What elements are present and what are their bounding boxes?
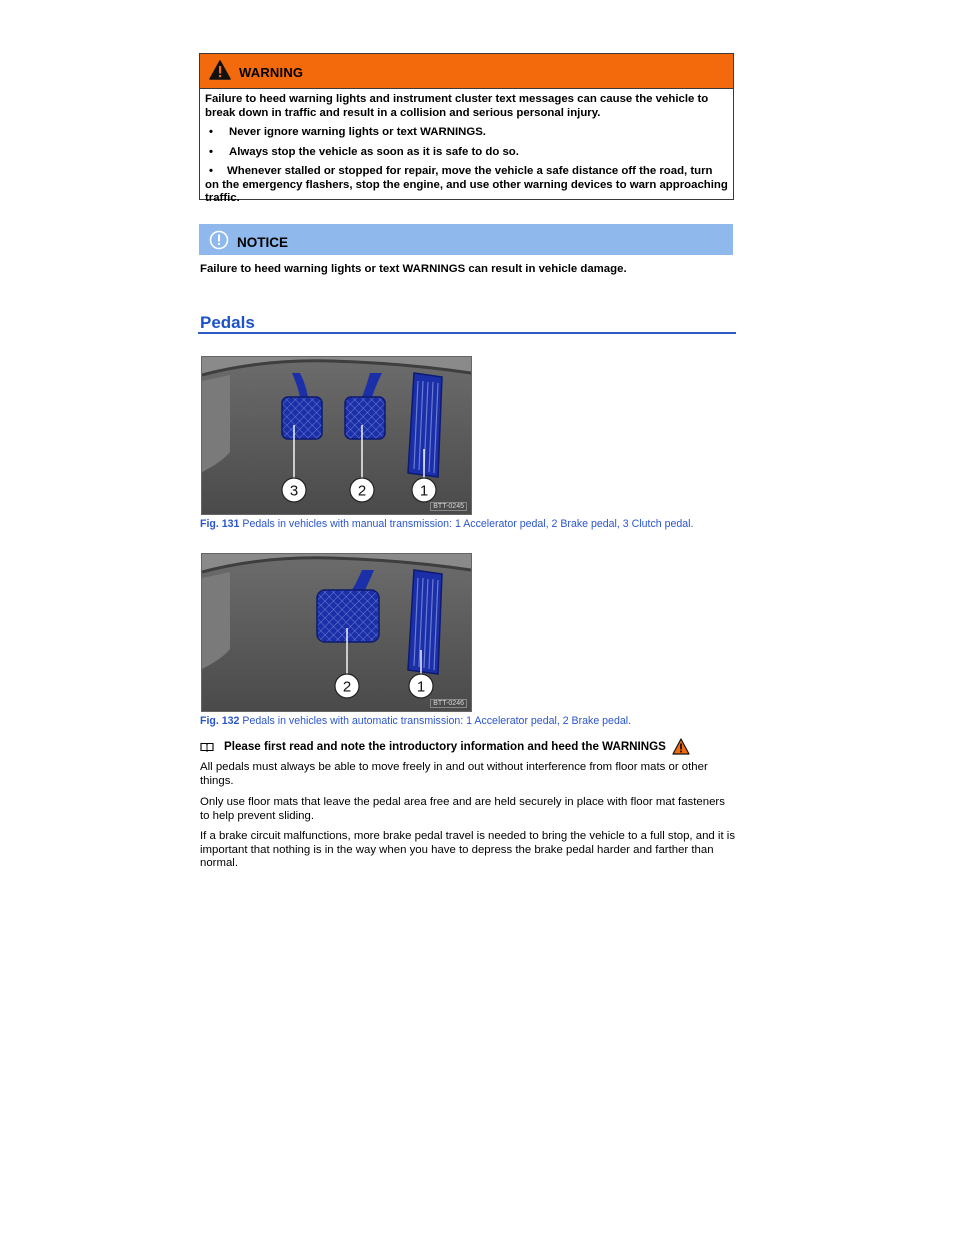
section-divider	[198, 332, 736, 334]
read-note-line	[200, 738, 690, 755]
figure-label: Fig. 132	[200, 715, 240, 727]
notice-text: Failure to heed warning lights or text WARNINGS can result in vehicle damage.	[200, 263, 627, 275]
bullet-marker: •	[209, 145, 213, 158]
figure-caption-text: Pedals in vehicles with manual transmission: 1 Accelerator pedal, 2 Brake pedal, 3 Clutch pedal.	[239, 518, 694, 530]
figure-caption-text: Pedals in vehicles with automatic transmission: 1 Accelerator pedal, 2 Brake pedal.	[239, 715, 632, 727]
callout-label: 2	[357, 482, 367, 500]
warning-triangle-icon	[209, 60, 231, 80]
figure-label: Fig. 131	[200, 518, 240, 530]
warning-triangle-icon[interactable]	[672, 738, 690, 755]
notice-title: NOTICE	[237, 235, 289, 250]
warning-intro: Failure to heed warning lights and instrument cluster text messages can cause the vehicle to break down in traffic and result in a collision and serious personal injury.	[205, 93, 709, 119]
read-note-text: Please first read and note the introductory information and heed the WARNINGS	[224, 740, 666, 753]
callout-label: 3	[289, 482, 299, 500]
body-paragraph: Only use floor mats that leave the pedal area free and are held securely in place with floor mat fasteners to help prevent sliding.	[200, 796, 725, 822]
warning-body	[200, 89, 733, 206]
callout-label: 1	[416, 678, 426, 696]
body-paragraph: If a brake circuit malfunctions, more brake pedal travel is needed to bring the vehicle to a full stop, and it is important that nothing is in the way when you have to depress the brake pedal harder and farther than normal.	[200, 830, 736, 870]
bullet-marker: •	[209, 126, 213, 138]
body-paragraph: All pedals must always be able to move freely in and out without interference from floor mats or other things.	[200, 761, 708, 787]
warning-bullet	[205, 146, 728, 160]
callout-label: 1	[419, 482, 429, 500]
warning-bullet-text: Always stop the vehicle as soon as it is safe to do so.	[229, 145, 519, 158]
figure-caption	[200, 518, 693, 530]
pedals-illustration-automatic	[202, 554, 471, 711]
figure-caption	[200, 715, 631, 727]
warning-bullet-text: Whenever stalled or stopped for repair, move the vehicle a safe distance off the road, turn on the emergency flashers, stop the engine, and use other warning devices to warn approaching traffic.	[205, 165, 728, 204]
warning-bullet-text: Never ignore warning lights or text WARNINGS.	[229, 126, 486, 138]
warning-header	[200, 54, 733, 89]
book-icon	[200, 742, 214, 752]
section-title: Pedals	[200, 313, 255, 332]
figure-code: BTT-0246	[430, 699, 467, 708]
bullet-marker: •	[209, 165, 213, 177]
callout-label: 2	[342, 678, 352, 696]
warning-bullet	[205, 165, 728, 206]
warning-box	[199, 53, 734, 204]
warning-title: WARNING	[239, 65, 304, 80]
pedals-illustration-manual	[202, 357, 471, 514]
figure-code: BTT-0245	[430, 502, 467, 511]
exclamation-circle-icon	[209, 230, 229, 250]
figure-manual-pedals	[201, 356, 472, 515]
figure-automatic-pedals	[201, 553, 472, 712]
notice-header	[199, 224, 733, 255]
warning-bullet	[205, 126, 728, 140]
